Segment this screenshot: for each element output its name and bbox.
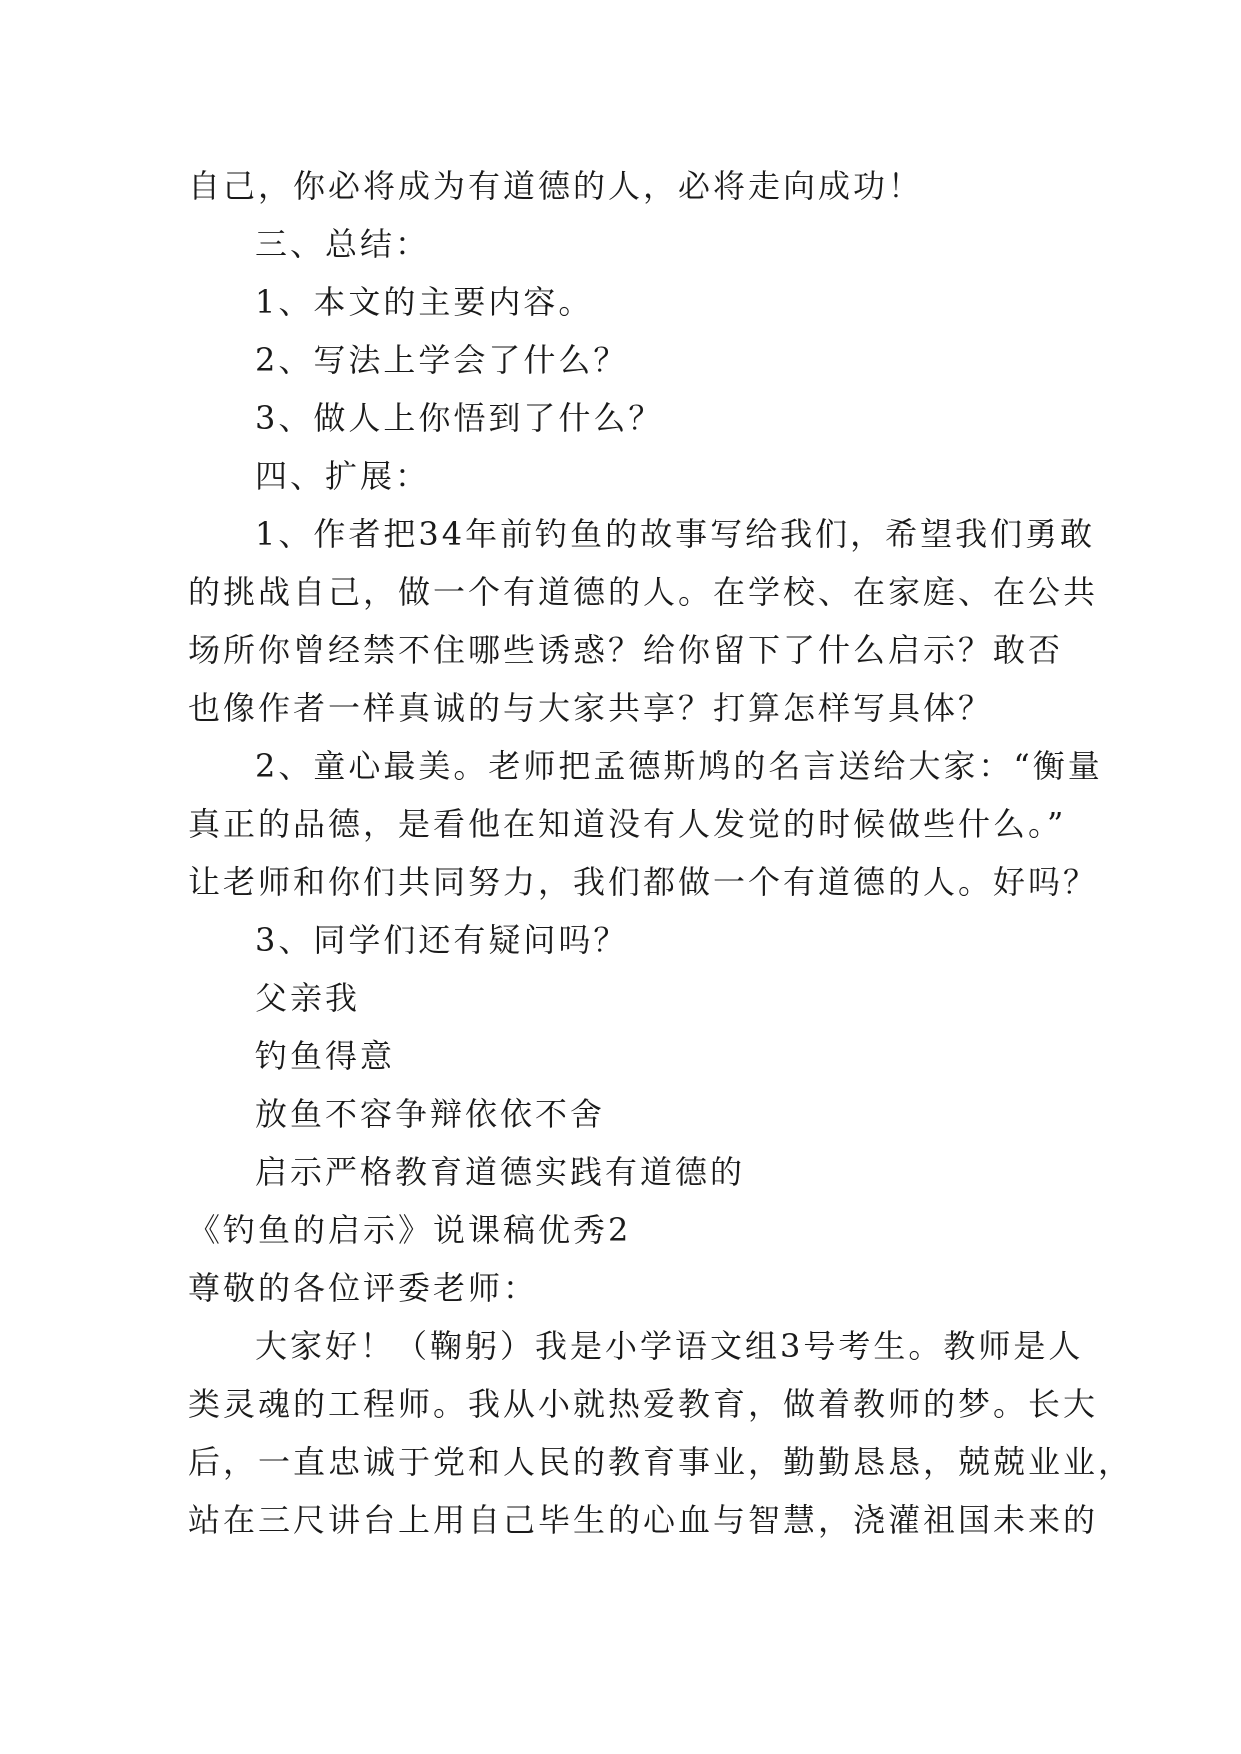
board-note-line: 钓鱼得意 <box>255 1037 396 1075</box>
board-note-line: 放鱼不容争辩依依不舍 <box>255 1095 606 1133</box>
board-note-line: 启示严格教育道德实践有道德的 <box>255 1153 746 1191</box>
paragraph-line: 3、同学们还有疑问吗？ <box>255 921 629 959</box>
paragraph-line: 的挑战自己，做一个有道德的人。在学校、在家庭、在公共 <box>188 573 1099 611</box>
paragraph-line: 场所你曾经禁不住哪些诱惑？给你留下了什么启示？敢否 <box>188 631 1064 669</box>
section-heading: 三、总结： <box>255 225 431 263</box>
document-title: 《钓鱼的启示》说课稿优秀2 <box>188 1211 632 1249</box>
board-note-line: 父亲我 <box>255 979 361 1017</box>
paragraph-line: 也像作者一样真诚的与大家共享？打算怎样写具体？ <box>188 689 994 727</box>
list-item: 3、做人上你悟到了什么？ <box>255 399 664 437</box>
paragraph-line: 1、作者把34年前钓鱼的故事写给我们，希望我们勇敢 <box>255 515 1096 553</box>
paragraph-line: 让老师和你们共同努力，我们都做一个有道德的人。好吗？ <box>188 863 1099 901</box>
paragraph-line: 真正的品德，是看他在知道没有人发觉的时候做些什么。” <box>188 805 1067 843</box>
paragraph-line: 2、童心最美。老师把孟德斯鸠的名言送给大家：“衡量 <box>255 747 1103 785</box>
section-heading: 四、扩展： <box>255 457 431 495</box>
list-item: 1、本文的主要内容。 <box>255 283 594 321</box>
paragraph-line: 大家好！（鞠躬）我是小学语文组3号考生。教师是人 <box>255 1327 1084 1365</box>
paragraph-line: 自己，你必将成为有道德的人，必将走向成功！ <box>188 167 924 205</box>
paragraph-line: 后，一直忠诚于党和人民的教育事业，勤勤恳恳，兢兢业业， <box>188 1443 1134 1481</box>
list-item: 2、写法上学会了什么？ <box>255 341 629 379</box>
salutation: 尊敬的各位评委老师： <box>188 1269 539 1307</box>
paragraph-line: 站在三尺讲台上用自己毕生的心血与智慧，浇灌祖国未来的 <box>188 1501 1099 1539</box>
paragraph-line: 类灵魂的工程师。我从小就热爱教育，做着教师的梦。长大 <box>188 1385 1099 1423</box>
